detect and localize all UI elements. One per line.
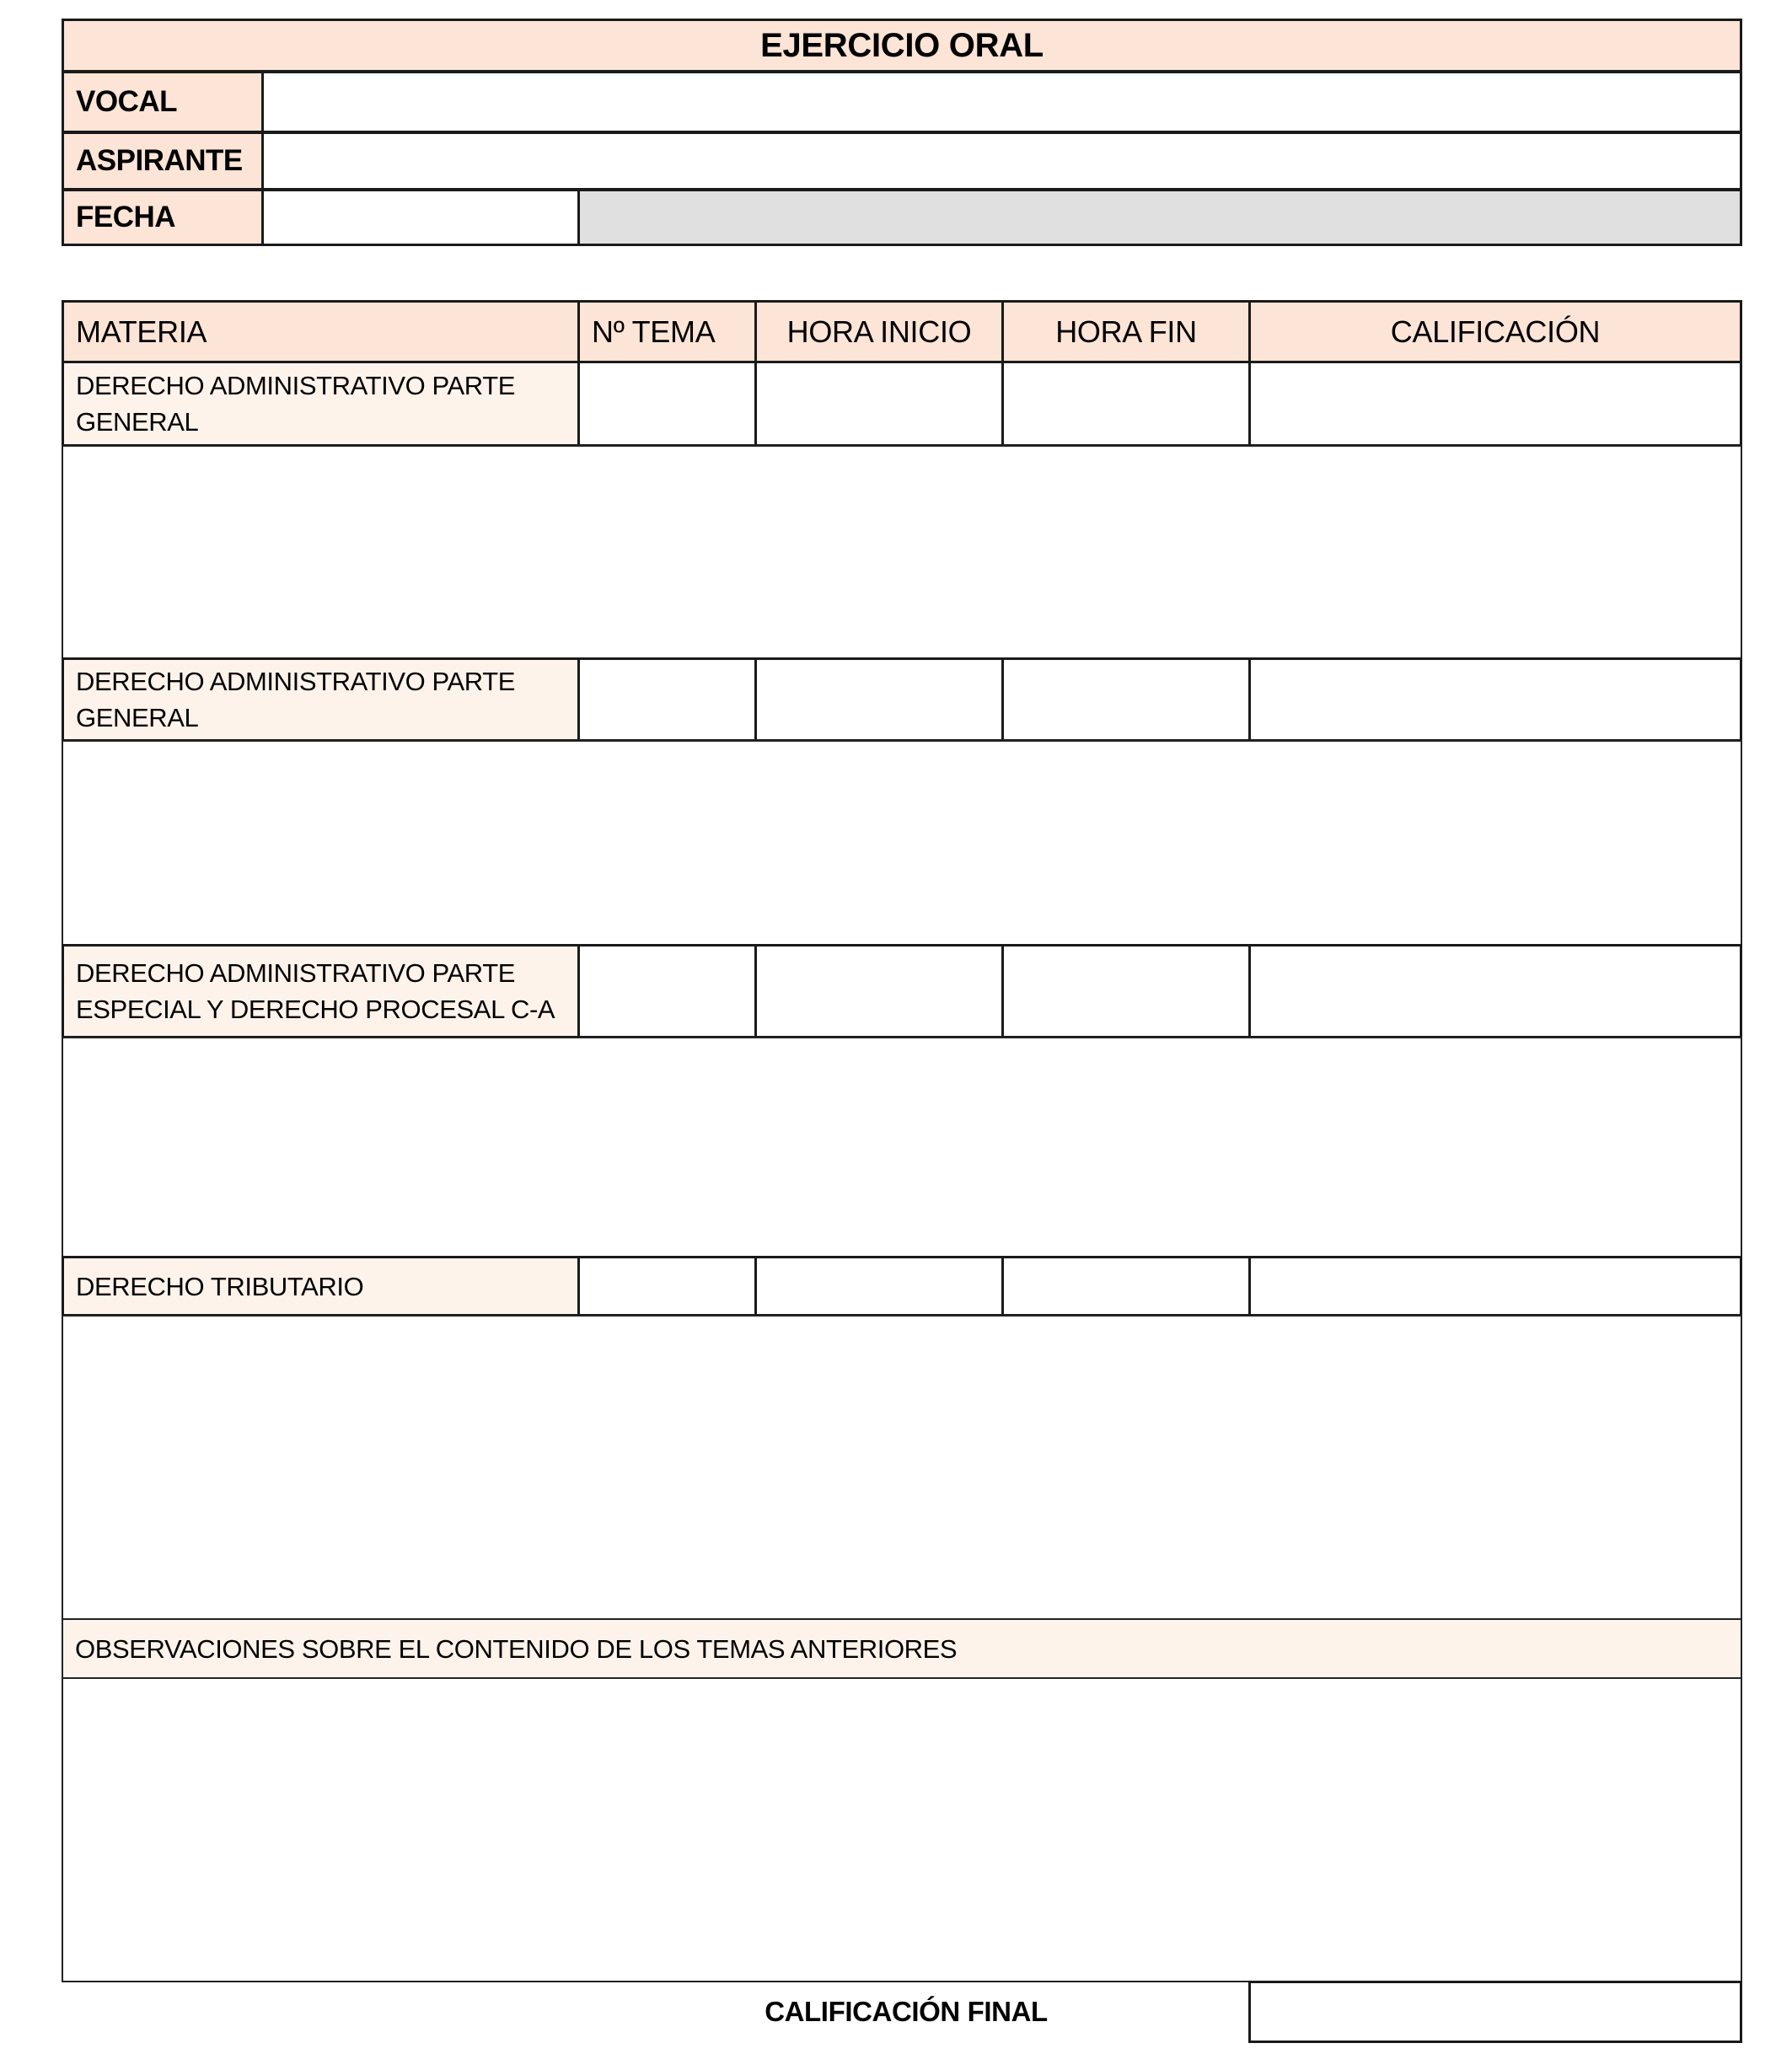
materia-line2: ESPECIAL Y DERECHO PROCESAL C-A	[76, 995, 555, 1024]
aspirante-label: ASPIRANTE	[62, 131, 264, 190]
calificacion-field-4[interactable]	[1248, 1256, 1742, 1317]
materia-line2: GENERAL	[76, 703, 199, 732]
vocal-label: VOCAL	[62, 71, 264, 133]
aspirante-field[interactable]	[261, 131, 1742, 190]
calificacion-final-label: CALIFICACIÓN FINAL	[765, 1996, 1048, 2027]
materia-line1: DERECHO ADMINISTRATIVO PARTE	[76, 958, 516, 988]
materia-line2: GENERAL	[76, 407, 199, 437]
tema-field-2[interactable]	[577, 657, 757, 742]
hora-inicio-field-4[interactable]	[754, 1256, 1004, 1317]
fecha-field[interactable]	[261, 189, 580, 246]
materia-cell-4	[62, 1256, 580, 1317]
hora-inicio-field-3[interactable]	[754, 944, 1004, 1038]
materia-line1: DERECHO ADMINISTRATIVO PARTE	[76, 371, 516, 400]
hora-fin-field-2[interactable]	[1001, 657, 1251, 742]
materia-line1: DERECHO ADMINISTRATIVO PARTE	[76, 667, 516, 696]
materia-line1: DERECHO TRIBUTARIO	[76, 1271, 364, 1301]
notes-area-2[interactable]	[62, 740, 1742, 946]
observaciones-area[interactable]	[62, 1677, 1742, 1982]
hora-inicio-field-2[interactable]	[754, 657, 1004, 742]
calificacion-final-field[interactable]	[1248, 1981, 1742, 2043]
hora-fin-field-1[interactable]	[1001, 361, 1251, 447]
tema-field-4[interactable]	[577, 1256, 757, 1317]
col-hora-fin: HORA FIN	[1001, 300, 1251, 363]
col-hora-inicio: HORA INICIO	[754, 300, 1004, 363]
col-materia: MATERIA	[62, 300, 580, 363]
materia-cell-2	[62, 657, 580, 742]
notes-area-4[interactable]	[62, 1315, 1742, 1620]
notes-area-3[interactable]	[62, 1037, 1742, 1258]
calificacion-field-2[interactable]	[1248, 657, 1742, 742]
col-tema: Nº TEMA	[577, 300, 757, 363]
notes-area-1[interactable]	[62, 445, 1742, 659]
hora-fin-field-3[interactable]	[1001, 944, 1251, 1038]
materia-cell-3	[62, 944, 580, 1038]
form-title: EJERCICIO ORAL	[62, 19, 1742, 72]
fecha-label: FECHA	[62, 189, 264, 246]
hora-inicio-field-1[interactable]	[754, 361, 1004, 447]
tema-field-1[interactable]	[577, 361, 757, 447]
vocal-field[interactable]	[261, 71, 1742, 133]
hora-fin-field-4[interactable]	[1001, 1256, 1251, 1317]
calificacion-field-1[interactable]	[1248, 361, 1742, 447]
materia-cell-1	[62, 361, 580, 447]
calificacion-field-3[interactable]	[1248, 944, 1742, 1038]
tema-field-3[interactable]	[577, 944, 757, 1038]
col-calificacion: CALIFICACIÓN	[1248, 300, 1742, 363]
observaciones-label: OBSERVACIONES SOBRE EL CONTENIDO DE LOS TEMAS ANTERIORES	[62, 1618, 1742, 1679]
fecha-disabled-area	[577, 189, 1742, 246]
